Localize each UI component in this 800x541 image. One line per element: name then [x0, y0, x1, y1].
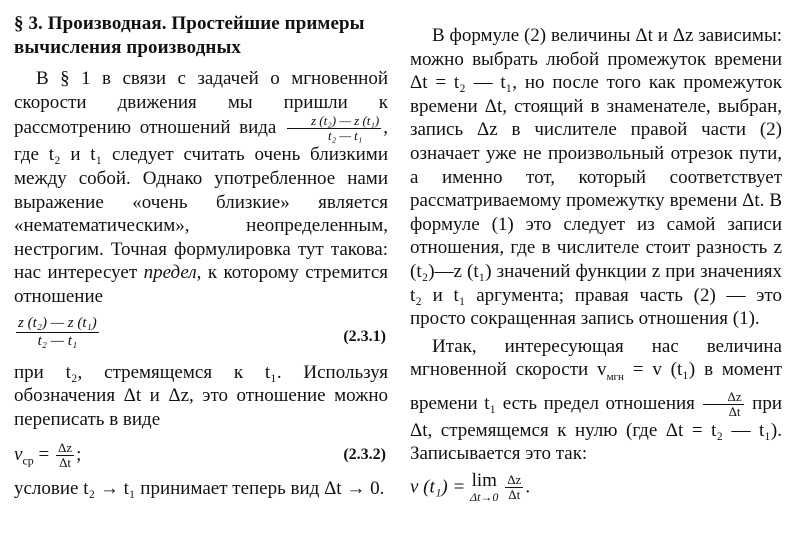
equation-2-3-2 [14, 437, 388, 471]
paragraph [14, 67, 388, 308]
section-title: § 3. Производная. Простейшие примеры вычисления производных [14, 13, 365, 58]
velocity-symbol: v [14, 444, 23, 466]
emphasis-text: предел [143, 262, 197, 284]
punctuation: ; [76, 444, 82, 466]
left-column [14, 12, 388, 501]
paragraph-text: при Δt, стремящемся к нулю (где Δt = t₂ — t₁). Записывается это так: [410, 392, 783, 465]
paragraph-text: , где t₂ и t₁ следует считать очень близкими между собой. Однако употребленное нами выражение «очень близкие» является «нематематическим», неопределенным, нестрогим. Точная формулировка тут такова: нас интересует [14, 117, 388, 284]
paragraph-text: В § 1 в связи с задачей о мгновенной скорости движения мы пришли к рассмотрению отношений вида [14, 68, 388, 139]
velocity-subscript: мгн [606, 371, 624, 384]
fraction-numerator: Δz [703, 390, 743, 405]
paragraph-text: Итак, интересующая нас величина мгновенной скорости v [410, 335, 782, 381]
paragraph: В формуле (2) величины Δt и Δz зависимы: можно выбрать любой промежуток времени Δt = t₂ — t₁, но после того как промежуток времени Δt, стоящий в знаменателе, выбран, запись Δz в числителе правой части (2) означает уже не произвольный отрезок пути, а именно тот, который соответствует рассматриваемому промежутку времени Δt. В формуле (1) это следует из самой записи отношения, где в числителе стоит разность z (t₂)—z (t₁) значений функции z при значениях t₂ и t₁ аргумента; правая часть (2) — это просто сокращенная запись отношения (1). [410, 25, 782, 330]
fraction-denominator: Δt [508, 487, 521, 503]
equals-sign: = [33, 444, 54, 466]
limit-operator [470, 469, 499, 504]
paragraph: условие t₂ → t₁ принимает теперь вид Δt → 0. [14, 478, 385, 500]
paragraph-text: = v (t₁) в момент времени t₁ есть предел отношения [410, 359, 782, 414]
equation-2-3-1 [14, 315, 388, 355]
inline-fraction [287, 114, 381, 143]
fraction-denominator: t₂ — t₁ [327, 128, 363, 144]
fraction-denominator: Δt [59, 455, 72, 471]
paragraph: при t₂, стремящемся к t₁. Используя обозначения Δt и Δz, это отношение можно переписать в виде [14, 361, 388, 430]
paragraph [410, 335, 782, 466]
inline-fraction [703, 390, 743, 419]
equation-number: (2.3.2) [343, 446, 386, 464]
fraction-numerator: z (t₂) — z (t₁) [18, 314, 97, 331]
fraction-numerator: z (t₂) — z (t₁) [287, 114, 381, 129]
formula-lhs: v (t₁) = [410, 476, 471, 498]
velocity-subscript: ср [22, 453, 34, 468]
final-formula [410, 469, 782, 504]
equation-fraction [56, 441, 74, 470]
paragraph-text: , к которому стремится отношение [14, 262, 389, 307]
right-column [410, 12, 782, 504]
fraction-denominator: t₂ — t₁ [37, 332, 78, 349]
fraction-numerator: Δz [507, 472, 522, 488]
equation-fraction [16, 315, 99, 350]
punctuation: . [525, 476, 531, 498]
fraction-denominator: Δt [728, 403, 741, 419]
equation-expression [14, 441, 81, 473]
equation-number: (2.3.1) [343, 327, 386, 345]
limit-word: lim [471, 469, 497, 491]
formula-fraction [505, 473, 523, 502]
fraction-numerator: Δz [57, 440, 73, 456]
limit-subscript: Δt→0 [470, 489, 499, 504]
